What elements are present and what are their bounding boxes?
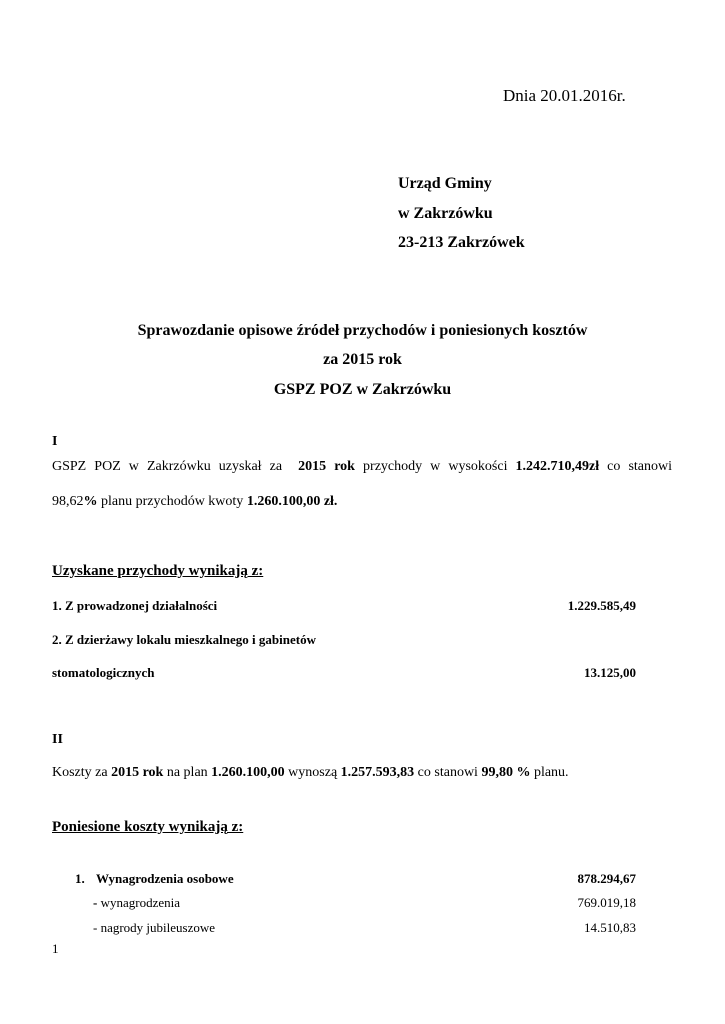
revenue-item-2-label-a: 2. Z dzierżawy lokalu mieszkalnego i gabinetów [52, 632, 316, 647]
s2-text: co stanowi [414, 765, 482, 780]
report-title-line-3: GSPZ POZ w Zakrzówku [273, 381, 452, 398]
recipient-line-2: w Zakrzówku [398, 205, 493, 222]
page-number: 1 [52, 941, 59, 956]
s1-text: co stanowi [599, 459, 673, 474]
costs-item-1-value: 878.294,67 [577, 871, 636, 886]
costs-sub-1-value: 769.019,18 [577, 895, 636, 910]
recipient-line-1: Urząd Gminy [398, 175, 492, 192]
costs-sub-1-dash: - [93, 895, 98, 910]
costs-sub-1-label: wynagrodzenia [97, 895, 181, 910]
s2-text: planu. [530, 765, 569, 780]
date-line: Dnia 20.01.2016r. [503, 86, 626, 105]
s1-plan-amount: 1.260.100,00 zł. [246, 494, 338, 509]
s2-text: wynoszą [284, 765, 341, 780]
costs-item-1-number: 1. [75, 871, 85, 886]
s2-percent: 99,80 % [481, 765, 531, 780]
report-title-line-2: za 2015 rok [323, 351, 402, 368]
section-1-paragraph-line-1 [52, 459, 672, 475]
s1-revenue-amount: 1.242.710,49zł [515, 459, 600, 474]
s1-text: przychody w wysokości [354, 459, 516, 474]
revenue-item-1-value: 1.229.585,49 [567, 598, 636, 613]
s1-text: GSPZ POZ w Zakrzówku uzyskał za [52, 459, 291, 474]
s2-plan-amount: 1.260.100,00 [211, 765, 285, 780]
s2-cost-amount: 1.257.593,83 [340, 765, 415, 780]
revenue-item-1-label: 1. Z prowadzonej działalności [52, 598, 218, 613]
s1-percent-sign: % [83, 494, 98, 509]
costs-heading: Poniesione koszty wynikają z: [52, 819, 244, 835]
s1-year: 2015 rok [298, 459, 355, 474]
s1-text: planu przychodów kwoty [97, 494, 247, 509]
costs-sub-2-value: 14.510,83 [584, 920, 636, 935]
section-2-paragraph [52, 765, 569, 781]
costs-item-1-label: Wynagrodzenia osobowe [96, 871, 234, 886]
s2-text: na plan [163, 765, 212, 780]
s2-year: 2015 rok [111, 765, 164, 780]
recipient-line-3: 23-213 Zakrzówek [398, 234, 525, 251]
s2-text: Koszty za [52, 765, 112, 780]
report-title-line-1: Sprawozdanie opisowe źródeł przychodów i poniesionych kosztów [137, 322, 588, 339]
revenue-heading: Uzyskane przychody wynikają z: [52, 563, 264, 579]
costs-sub-1 [93, 895, 180, 911]
revenue-item-2-label-b: stomatologicznych [52, 665, 155, 680]
section-1-paragraph-line-2 [52, 494, 337, 510]
revenue-item-2-value: 13.125,00 [584, 665, 636, 680]
costs-sub-2-label: - nagrody jubileuszowe [93, 920, 216, 935]
section-2-heading: II [52, 732, 63, 747]
s1-percent-value: 98,62 [52, 494, 84, 509]
section-1-heading: I [52, 434, 58, 449]
